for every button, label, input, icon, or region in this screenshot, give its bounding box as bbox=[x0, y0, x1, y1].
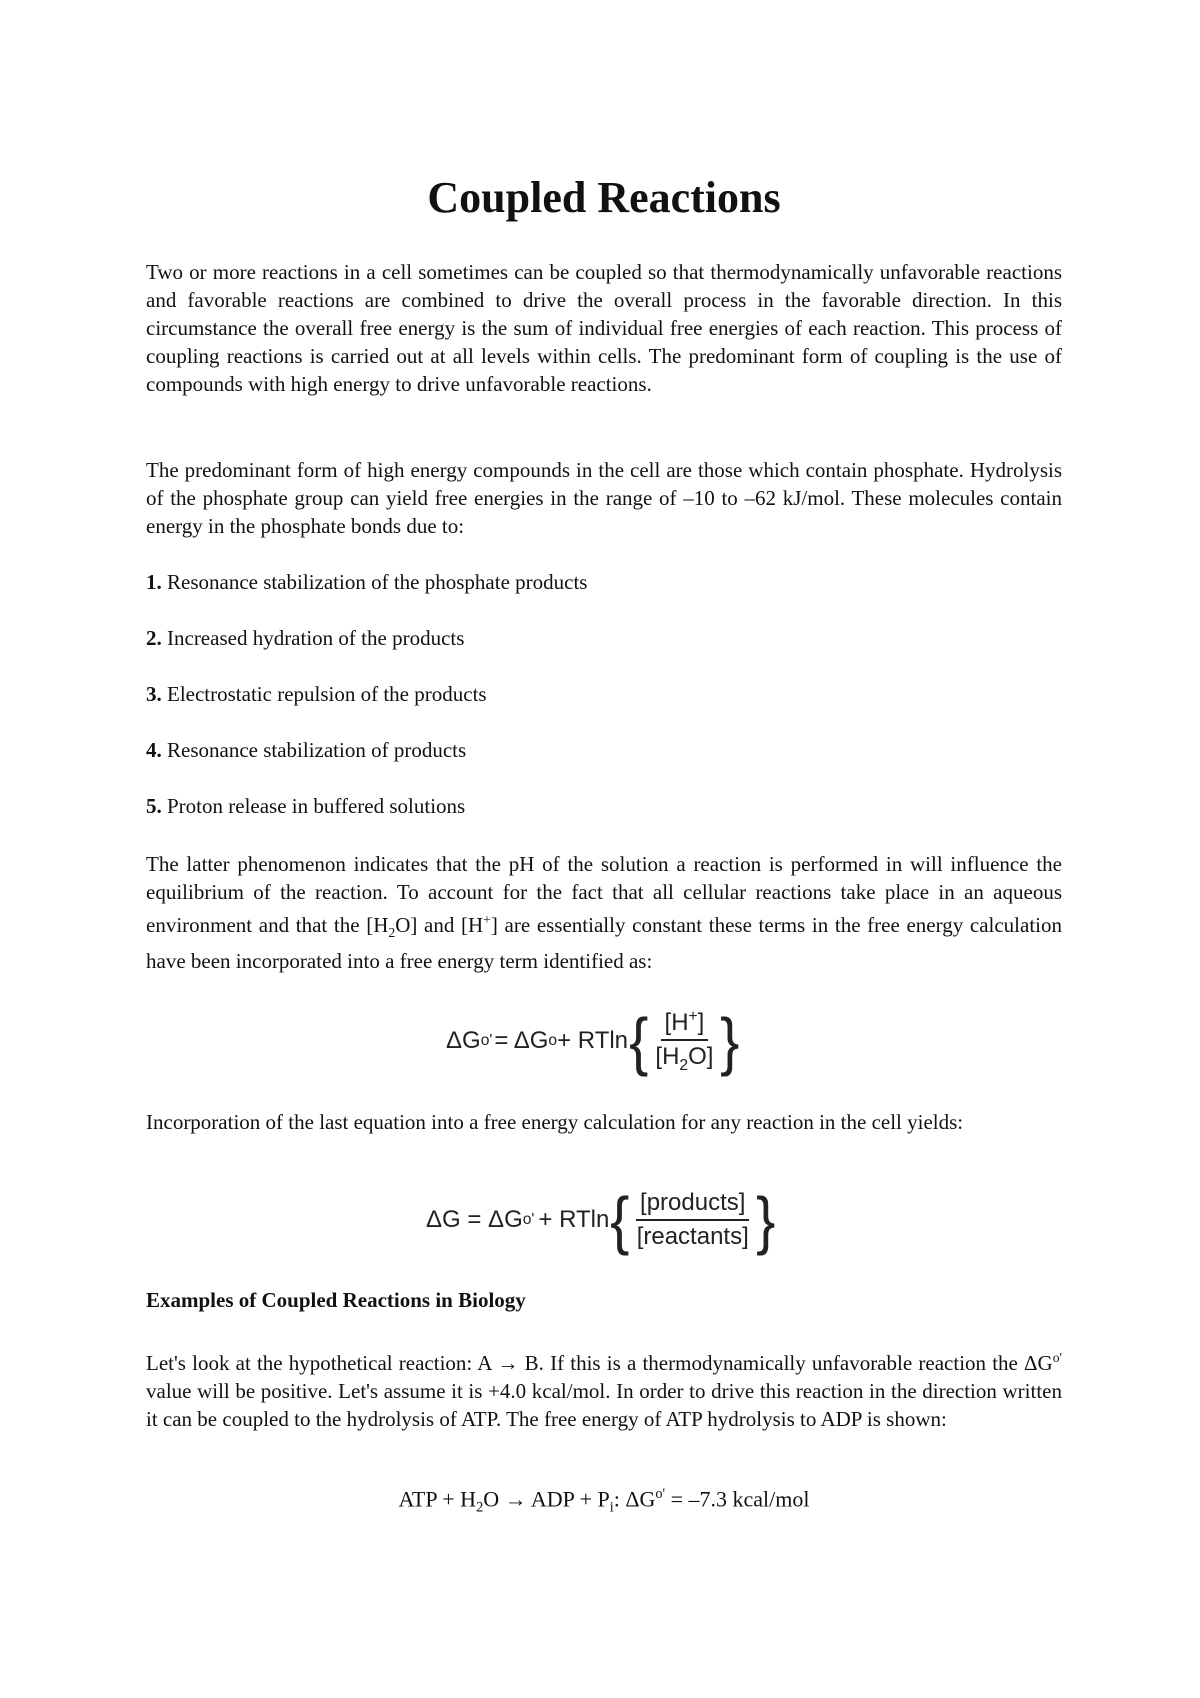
list-item: 2. Increased hydration of the products bbox=[146, 626, 465, 650]
energy-reasons-list bbox=[146, 568, 1062, 848]
paragraph-incorporation: Incorporation of the last equation into a free energy calculation for any reaction in the cell yields: bbox=[146, 1110, 964, 1134]
right-brace-icon: } bbox=[720, 1005, 740, 1078]
page-title: Coupled Reactions bbox=[427, 173, 781, 222]
fraction: $\frac{[H^+]}{[H_2O]}$ bbox=[655, 1008, 714, 1074]
paragraph-example: Let's look at the hypothetical reaction: A → B. If this is a thermodynamically unfavorable reaction the $\Delta G^{o'}$ value will be positive. Let's assume it is +4.0 kcal/mol. In order to drive this reaction in the direction written it can be coupled to the hydrolysis of ATP. The free energy of ATP hydrolysis to ADP is shown: bbox=[146, 1350, 1062, 1431]
left-brace-icon: { bbox=[629, 1005, 649, 1078]
list-item: 1. Resonance stabilization of the phosphate products bbox=[146, 570, 588, 594]
equation-free-energy: ΔG = ΔG o' + RTln { $\frac{\text{[products]}}{\text{[reactants]}}$ } bbox=[426, 1184, 776, 1256]
section-heading: Examples of Coupled Reactions in Biology bbox=[146, 1288, 526, 1312]
fraction: $\frac{\text{[products]}}{\text{[reactants]}}$ bbox=[636, 1189, 749, 1250]
list-item: 3. Electrostatic repulsion of the products bbox=[146, 682, 487, 706]
paragraph-ph: The latter phenomenon indicates that the pH of the solution a reaction is performed in will influence the equilibrium of the reaction. To account for the fact that all cellular reactions take place in an aqueous environment and that the $[H_2O]$ and [H+] are essentially constant these terms in the free energy calculation have been incorporated into a free energy term identified as: bbox=[146, 852, 1062, 974]
list-item: 5. Proton release in buffered solutions bbox=[146, 794, 466, 818]
paragraph-phosphate: The predominant form of high energy compounds in the cell are those which contain phosphate. Hydrolysis of the phosphate group can yield free energies in the range of –10 to –62 kJ/mol. These molecules contain energy in the phosphate bonds due to: bbox=[146, 458, 1062, 538]
paragraph-intro: Two or more reactions in a cell sometimes can be coupled so that thermodynamically unfavorable reactions and favorable reactions are combined to drive the overall process in the favorable direction. In this circumstance the overall free energy is the sum of individual free energies of each reaction. This process of coupling reactions is carried out at all levels within cells. The predominant form of coupling is the use of compounds with high energy to drive unfavorable reactions. bbox=[146, 260, 1062, 396]
equation-standard-free-energy: ΔG o' = ΔG o + RTln { $\frac{[H^+]}{[H_2O]}$ } bbox=[446, 1005, 740, 1078]
left-brace-icon: { bbox=[610, 1184, 630, 1256]
equation-atp-hydrolysis: ATP + $H_2O$ → ADP + $P_i$: $\Delta G^{o'} = -7.3$ kcal/mol bbox=[398, 1486, 810, 1516]
right-brace-icon: } bbox=[755, 1184, 776, 1256]
list-item: 4. Resonance stabilization of products bbox=[146, 738, 467, 762]
